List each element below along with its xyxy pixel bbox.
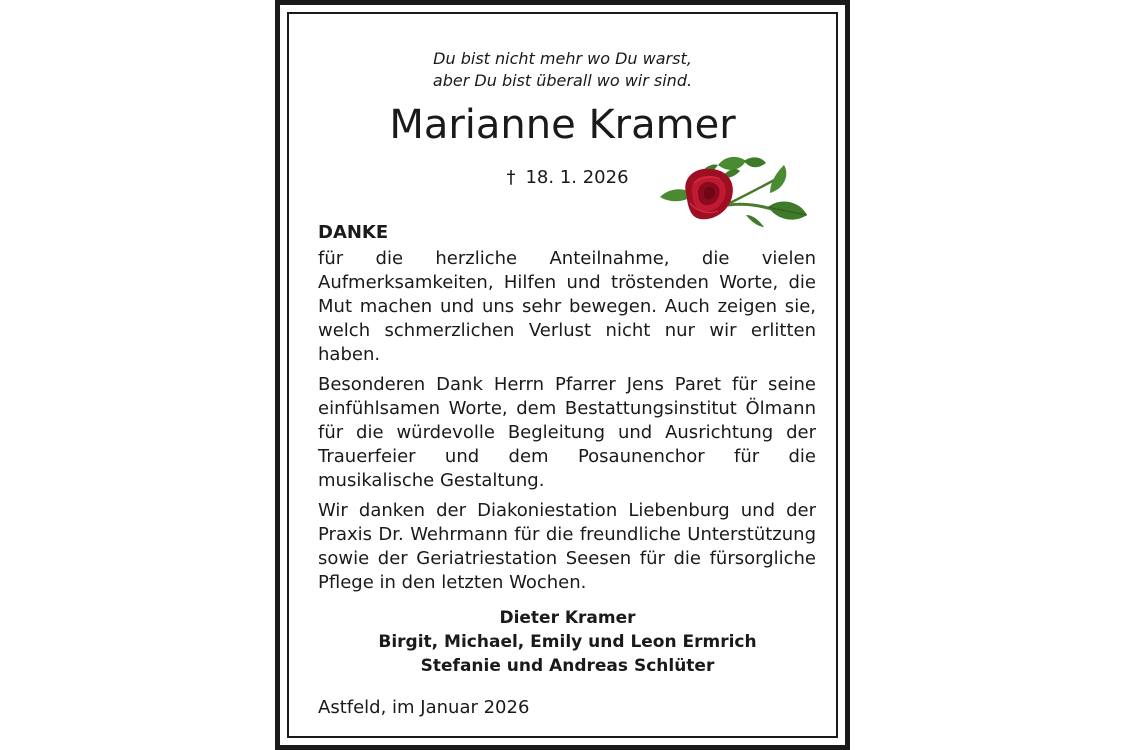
signature-line: Dieter Kramer (499, 608, 636, 628)
signature-line: Birgit, Michael, Emily und Leon Ermrich (378, 632, 757, 652)
place-date: Astfeld, im Januar 2026 (318, 697, 530, 718)
deceased-name: Marianne Kramer (389, 102, 736, 148)
motto-line: Du bist nicht mehr wo Du warst, (433, 49, 692, 68)
thanks-paragraph: für die herzliche Anteilnahme, die vielen Aufmerksamkeiten, Hilfen und tröstenden Worte, die Mut machen und uns sehr bewegen. Auch zeigen sie, welch schmerzlichen Verlust nicht nur wir erlitten haben. (318, 248, 816, 365)
thanks-paragraph: Besonderen Dank Herrn Pfarrer Jens Paret für seine einfühlsamen Worte, dem Bestattungsinstitut Ölmann für die würdevolle Begleitung und Ausrichtung der Trauerfeier und dem Posaunenchor für die musikalische Gestaltung. (318, 374, 816, 491)
signatures (280, 606, 855, 678)
motto-line: aber Du bist überall wo wir sind. (432, 71, 693, 90)
death-date: 18. 1. 2026 (525, 167, 629, 188)
thanks-text (318, 219, 816, 601)
obituary-notice (275, 0, 850, 750)
thanks-paragraph: Wir danken der Diakoniestation Liebenburg und der Praxis Dr. Wehrmann für die freundliche Unterstützung sowie der Geriatriestation Seesen für die fürsorgliche Pflege in den letzten Wochen. (318, 500, 816, 593)
thanks-heading: DANKE (318, 222, 389, 243)
cross-icon: † (506, 167, 516, 188)
signature-line: Stefanie und Andreas Schlüter (420, 656, 715, 676)
motto (280, 48, 845, 92)
